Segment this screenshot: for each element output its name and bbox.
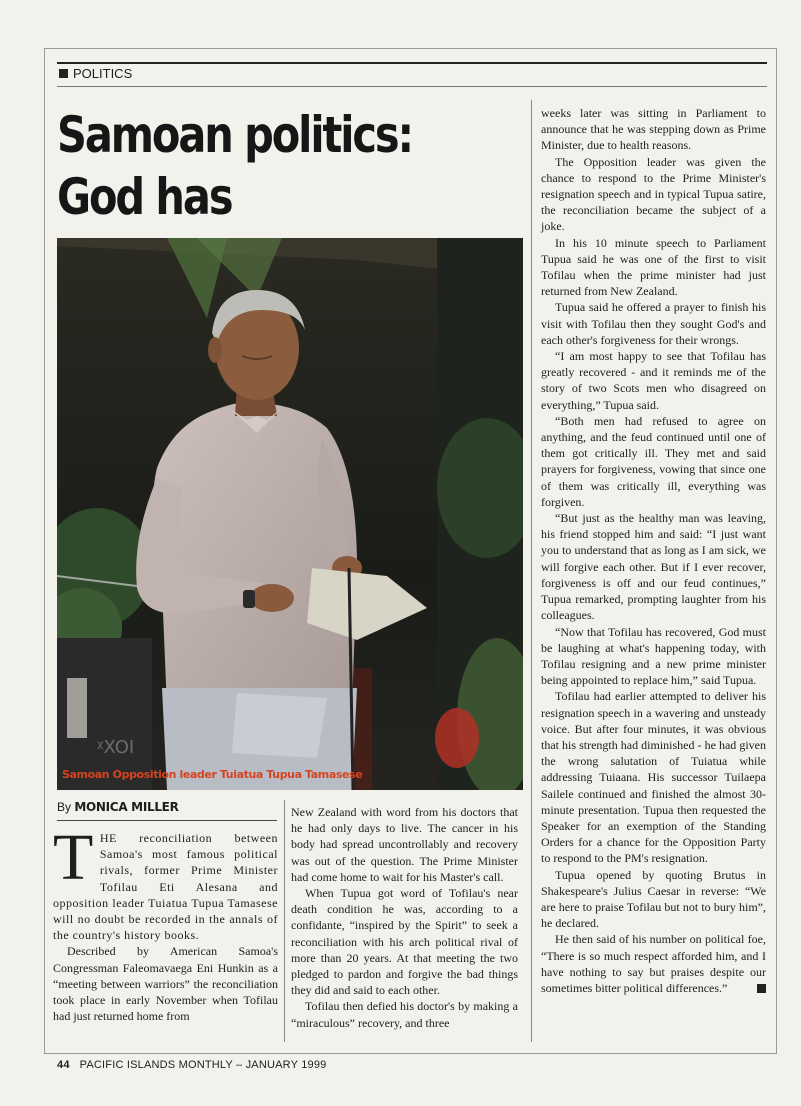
section-header [57, 62, 767, 87]
article-paragraph: Tupua said he offered a prayer to finish his visit with Tofilau then they sought God's and each other's forgiveness for their wrongs. [541, 300, 766, 347]
article-column-1 [53, 821, 278, 1024]
page-footer [57, 1059, 326, 1071]
article-paragraph: Tupua opened by quoting Brutus in Shakespeare's Julius Caesar in reverse: “We are here to praise Tofilau but not to bury him”, he declared. [541, 867, 766, 931]
byline [57, 800, 277, 821]
article-paragraph: Tofilau had earlier attempted to deliver his resignation speech in a wavering and unsteady voice. But after four minutes, it was obvious that his strength had diminished - he had given the wrong salutation of Tuiatua while addressing Tuiaana. His successor Tuilaepa Sailele continued and finished the almost 30-minute presentation. Tupua then requested the Speaker for an exemption of the Standing Orders for a chance for the Opposition Party to respond to the PM's resignation. [541, 689, 766, 866]
publication-name: PACIFIC ISLANDS MONTHLY – JANUARY 1999 [79, 1059, 327, 1071]
headline-line-1: Samoan politics: God has [57, 106, 413, 226]
article-paragraph: Tofilau then defied his doctor's by making a “miraculous” recovery, and three [291, 999, 518, 1030]
byline-prefix: By [57, 800, 72, 814]
section-label: POLITICS [73, 66, 133, 81]
article-paragraph: “Now that Tofilau has recovered, God must be laughing at what's happening today, with Tofilau resigning and a new prime minister being appointed to replace him,” said Tupua. [541, 624, 766, 688]
drop-cap: T [53, 821, 94, 894]
article-photo [57, 238, 523, 790]
article-paragraph: weeks later was sitting in Parliament to announce that he was stepping down as Prime Minister, due to health reasons. [541, 106, 766, 153]
article-paragraph: “Both men had refused to agree on anything, and the feud continued until one of them got critically ill. They met and said prayers for forgiveness, vowing that since one of them was critically ill, everything was forgiven. [541, 413, 766, 509]
byline-author: MONICA MILLER [74, 800, 179, 814]
photo-caption: Samoan Opposition leader Tuiatua Tupua Tamasese [62, 768, 363, 781]
svg-text:ᵡXOI: ᵡXOI [97, 737, 135, 758]
article-paragraph: “But just as the healthy man was leaving, his friend stopped him and said: “I just want you to understand that as long as I am sick, we will forgive each other. But if I ever recover, forgiveness is off and our feud continues,” Tupua remarked, prompting laughter from his colleagues. [541, 511, 766, 623]
article-column-3 [541, 105, 766, 996]
opening-text: HE reconciliation between Samoa's most famous political rivals, former Prime Minister Tofilau Eti Alesana and opposition leader Tuiatua Tupua Tamasese will no doubt be recorded in the annals of the country's history books. [53, 831, 278, 943]
article-paragraph: New Zealand with word from his doctors that he had only days to live. The cancer in his body had spread uncontrollably and recovery was out of the question. The Prime Minister had come home to wait for his Master's call. [291, 805, 518, 884]
article-paragraph: “I am most happy to see that Tofilau has greatly recovered - and it reminds me of the story of two Scots men who disagreed on everything,” Tupua said. [541, 349, 766, 412]
article-paragraph [541, 931, 766, 996]
article-column-2 [291, 804, 518, 1031]
closing-text: He then said of his number on political foe, “There is so much respect afforded him, and I have nothing to say but praises despite our sometimes bitter political differences.” [541, 932, 766, 995]
column-divider [284, 800, 285, 1042]
article-paragraph: The Opposition leader was given the chance to respond to the Prime Minister's resignation speech and in typical Tupua satire, the reconciliation became the subject of a joke. [541, 154, 766, 234]
end-square-icon [757, 984, 766, 993]
article-paragraph: In his 10 minute speech to Parliament Tupua said he was one of the first to visit Tofilau when the prime minister had just returned from New Zealand. [541, 235, 766, 299]
article-paragraph: Described by American Samoa's Congressman Faleomavaega Eni Hunkin as a “meeting between warriors” the reconciliation took place in early November when Tofilau had just returned home from [53, 944, 278, 1024]
page-number: 44 [57, 1059, 70, 1071]
column-divider [531, 100, 532, 1042]
article-paragraph: When Tupua got word of Tofilau's near death condition he was, according to a confidante, “inspired by the Spirit” to seek a reconciliation with his arch political rival of more than 20 years. At that meeting the two pledged to pardon and forgive the bad things they did and said to each other. [291, 886, 518, 998]
square-bullet-icon [59, 69, 68, 78]
article-paragraph [53, 821, 278, 943]
